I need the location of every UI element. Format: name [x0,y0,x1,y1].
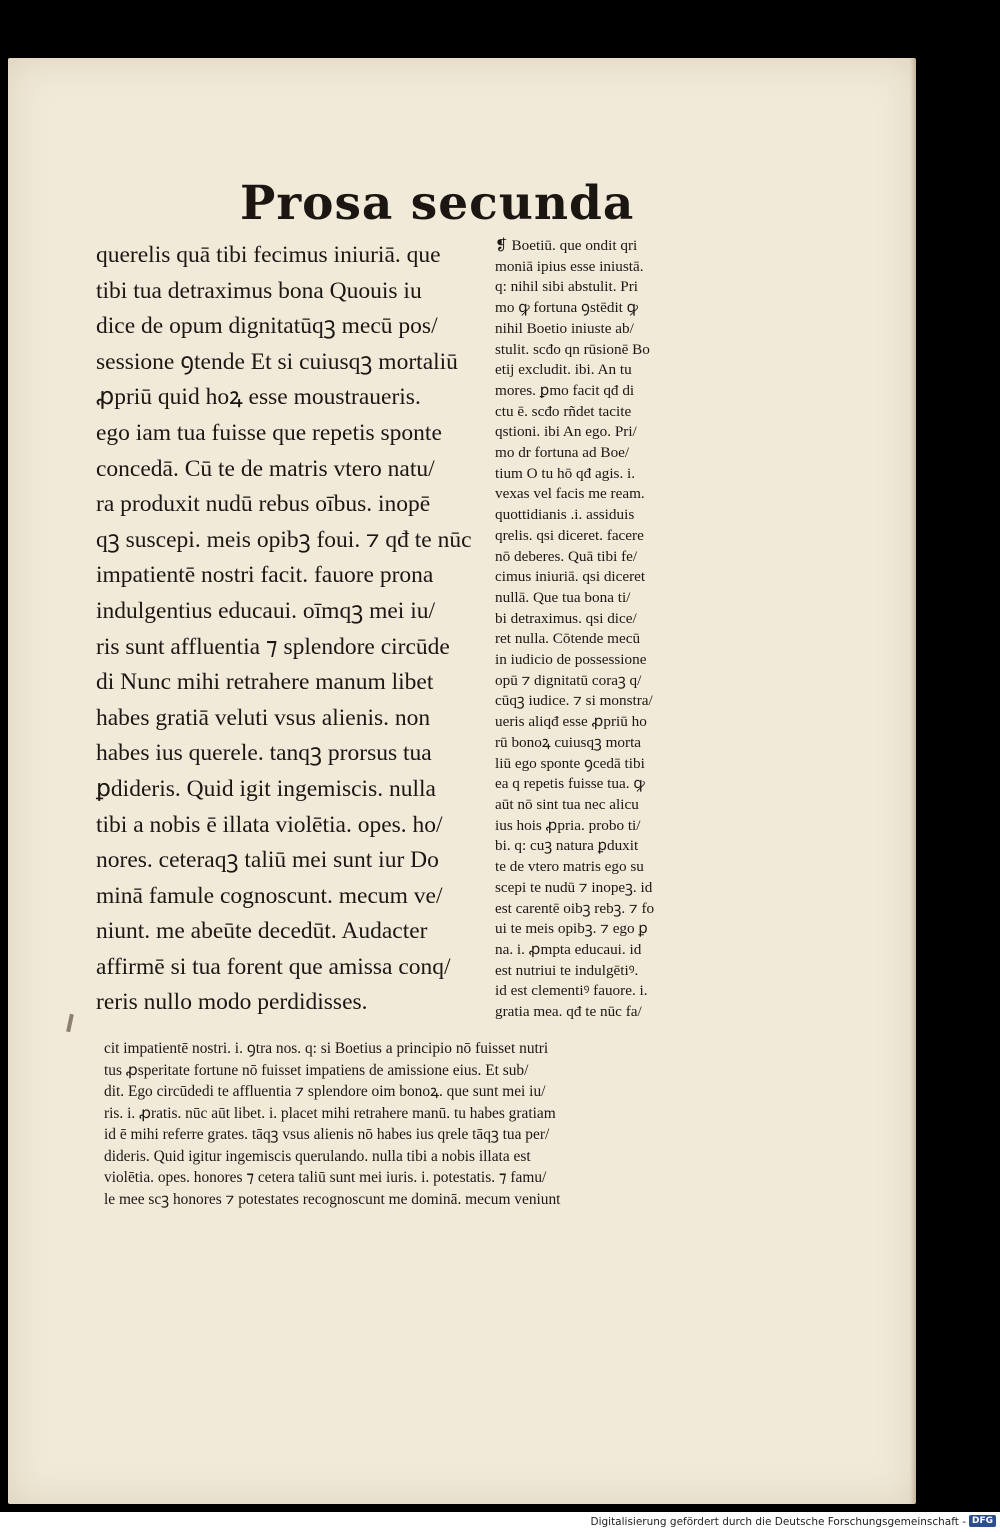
main-text-line: concedā. Cū te de matris vtero natu/ [96,455,435,482]
commentary-line: gratia mea. qđ te nūc fa/ [495,1003,642,1021]
main-text-column [96,238,496,1021]
main-text-line: qꝫ suscepi. meis opibꝫ foui. ⁊ qđ te nūc [96,526,472,553]
commentary-line: rū bonoꝝ cuiusqꝫ morta [495,733,642,751]
funding-caption: Digitalisierung gefördert durch die Deutsche Forschungsgemeinschaft - [590,1516,966,1528]
lower-commentary-block [104,1038,714,1210]
margin-mark [66,1014,74,1032]
commentary-line: moniā ipius esse iniustā. [495,257,644,275]
main-text-line: ego iam tua fuisse que repetis sponte [96,419,442,446]
commentary-line: aūt nō sint tua nec alicu [495,795,639,813]
commentary-line: ❡ Boetiū. que ondit qri [495,237,638,254]
lower-commentary-line: ris. i. ꝓratis. nūc aūt libet. i. placet mihi retrahere manū. tu habes gratiam [104,1104,556,1122]
commentary-line: in iudicio de possessione [495,651,647,669]
commentary-line: est nutriui te indulgētiꝰ. [495,961,639,979]
commentary-line: vexas vel facis me ream. [495,485,645,503]
main-text-line: di Nunc mihi retrahere manum libet [96,669,434,696]
footer-bar [0,1512,1000,1532]
main-text-line: reris nullo modo perdidisses. [96,989,368,1016]
commentary-line: nihil Boetio iniuste ab/ [495,319,634,337]
main-text-line: nores. ceteraqꝫ taliū mei sunt iur Do [96,847,439,874]
main-text-line: ꝑdideris. Quid igit ingemiscis. nulla [96,775,436,802]
lower-commentary-line: id ē mihi referre grates. tāqꝫ vsus alienis nō habes ius qrele tāqꝫ tua per/ [104,1126,550,1143]
commentary-line: te de vtero matris ego su [495,858,644,876]
commentary-line: bi detraximus. qsi dice/ [495,609,637,627]
main-text-line: sessione ꝯtende Et si cuiusqꝫ mortaliū [96,348,458,375]
commentary-line: mores. ꝑmo facit qđ di [495,381,635,399]
main-text-line: affirmē si tua forent que amissa conq/ [96,953,451,980]
page-edge-shadow [910,58,916,1504]
commentary-line: qrelis. qsi diceret. facere [495,526,644,544]
commentary-line: stulit. scđo qn rūsionē Bo [495,340,650,358]
lower-commentary-line: tus ꝓsperitate fortune nō fuisset impatiens de amissione eius. Et sub/ [104,1061,529,1079]
main-text-line: habes ius querele. tanqꝫ prorsus tua [96,740,432,767]
commentary-line: opū ⁊ dignitatū coraꝫ q/ [495,671,642,689]
commentary-line: ret nulla. Cōtende mecū [495,630,641,648]
commentary-column [495,236,707,1023]
commentary-line: ea q repetis fuisse tua. ꝙ [495,775,645,793]
book-page [8,58,916,1504]
commentary-line: liū ego sponte ꝯcedā tibi [495,754,645,772]
main-text-line: indulgentius educaui. oīmqꝫ mei iu/ [96,597,436,624]
main-text-line: habes gratiā veluti vsus alienis. non [96,704,431,731]
commentary-line: cūqꝫ iudice. ⁊ si monstra/ [495,692,653,710]
commentary-line: na. i. ꝓmpta educaui. id [495,940,642,958]
commentary-line: quottidianis .i. assiduis [495,506,635,524]
main-text-line: impatientē nostri facit. fauore prona [96,562,434,589]
commentary-line: id est clementiꝰ fauore. i. [495,982,648,1000]
commentary-line: etij excludit. ibi. An tu [495,361,632,379]
commentary-line: qstioni. ibi An ego. Pri/ [495,423,637,441]
main-text-line: ꝓpriū quid hoꝝ esse moustraueris. [96,384,421,411]
main-text-line: tibi a nobis ē illata violētia. opes. ho/ [96,811,443,838]
commentary-line: ius hois ꝓpria. probo ti/ [495,816,641,834]
commentary-line: q: nihil sibi abstulit. Pri [495,278,639,296]
section-heading: Prosa secunda [240,176,635,231]
commentary-line: est carentē oibꝫ rebꝫ. ⁊ fo [495,899,655,917]
commentary-line: ui te meis opibꝫ. ⁊ ego ꝑ [495,920,648,938]
main-text-line: querelis quā tibi fecimus iniuriā. que [96,242,441,268]
commentary-line: mo dr fortuna ad Boe/ [495,444,630,462]
commentary-line: ueris aliqđ esse ꝓpriū ho [495,713,647,731]
lower-commentary-line: cit impatientē nostri. i. ꝯtra nos. q: si Boetius a principio nō fuisset nutri [104,1040,549,1057]
lower-commentary-line: le mee scꝫ honores ⁊ potestates recognoscunt me dominā. mecum veniunt [104,1190,561,1208]
commentary-line: scepi te nudū ⁊ inopeꝫ. id [495,878,653,896]
main-text-line: ris sunt affluentia ⁊ splendore circūde [96,633,450,660]
lower-commentary-line: violētia. opes. honores ⁊ cetera taliū sunt mei iuris. i. potestatis. ⁊ famu/ [104,1169,547,1186]
commentary-line: mo ꝙ fortuna ꝯstēdit ꝙ [495,299,639,317]
commentary-line: cimus iniuriā. qsi diceret [495,568,646,586]
main-text-line: ra produxit nudū rebus oībus. inopē [96,491,431,518]
commentary-line: nullā. Que tua bona ti/ [495,588,631,606]
commentary-line: bi. q: cuꝫ natura ꝑduxit [495,837,639,855]
commentary-line: tium O tu hō qđ agis. i. [495,464,636,482]
commentary-line: ctu ē. scđo rñdet tacite [495,402,632,420]
main-text-line: niunt. me abeūte decedūt. Audacter [96,918,428,945]
lower-commentary-line: dit. Ego circūdedi te affluentia ⁊ splendore oim bonoꝝ. que sunt mei iu/ [104,1083,546,1100]
dfg-logo: DFG [969,1515,996,1527]
commentary-line: nō deberes. Quā tibi fe/ [495,547,638,565]
main-text-line: dice de opum dignitatūqꝫ mecū pos/ [96,313,438,340]
lower-commentary-line: dideris. Quid igitur ingemiscis querulando. nulla tibi a nobis illata est [104,1147,531,1165]
main-text-line: minā famule cognoscunt. mecum ve/ [96,882,443,909]
main-text-line: tibi tua detraximus bona Quouis iu [96,277,422,304]
